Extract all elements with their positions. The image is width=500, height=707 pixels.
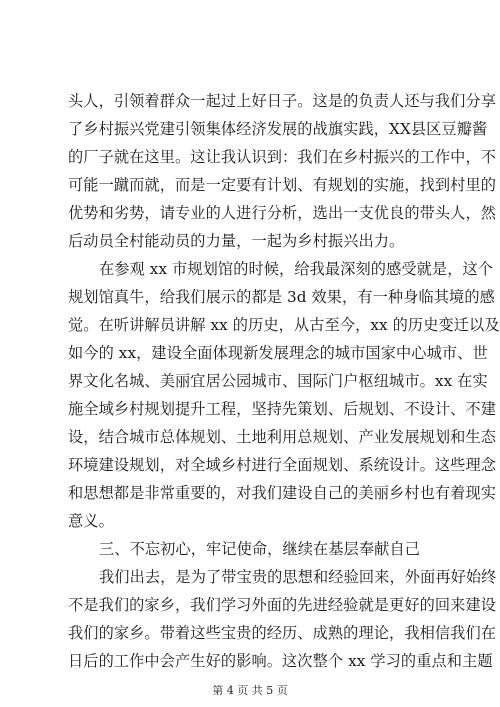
page-number-footer: 第 4 页 共 5 页: [212, 684, 288, 697]
text-line: 和思想都是非常重要的，对我们建设自己的美丽乡村也有着现实: [68, 484, 497, 502]
paragraph-first-line: 在参观 xx 市规划馆的时候，给我最深刻的感受就是，这个: [99, 260, 494, 278]
text-line: 头人，引领着群众一起过上好日子。这是的负责人还与我们分享: [68, 92, 497, 110]
text-line: 优势和劣势，请专业的人进行分析，选出一支优良的带头人，然: [68, 204, 497, 222]
text-line: 的厂子就在这里。这让我认识到：我们在乡村振兴的工作中，不: [68, 148, 497, 166]
text-line: 设，结合城市总体规划、土地利用总规划、产业发展规划和生态: [68, 428, 497, 446]
section-heading: 三、不忘初心，牢记使命，继续在基层奉献自己: [99, 540, 421, 558]
text-line: 环境建设规划，对全域乡村进行全面规划、系统设计。这些理念: [68, 456, 497, 474]
text-line: 我们的家乡。带着这些宝贵的经历、成熟的理论，我相信我们在: [68, 624, 497, 642]
text-line: 界文化名城、美丽宜居公园城市、国际门户枢纽城市。xx 在实: [68, 372, 488, 390]
text-line: 意义。: [68, 512, 114, 530]
text-line: 如今的 xx，建设全面体现新发展理念的城市国家中心城市、世: [68, 344, 488, 362]
text-line: 日后的工作中会产生好的影响。这次整个 xx 学习的重点和主题: [68, 652, 493, 670]
text-line: 觉。在听讲解员讲解 xx 的历史，从古至今，xx 的历史变迁以及: [68, 316, 500, 334]
paragraph-first-line: 我们出去，是为了带宝贵的思想和经验回来，外面再好始终: [99, 568, 497, 586]
body-text: [68, 87, 500, 675]
text-line: 后动员全村能动员的力量，一起为乡村振兴出力。: [68, 232, 405, 250]
text-line: 规划馆真牛，给我们展示的都是 3d 效果，有一种身临其境的感: [68, 288, 495, 306]
text-line: 了乡村振兴党建引领集体经济发展的战旗实践，XX县区豆瓣酱: [68, 120, 488, 138]
text-line: 可能一蹴而就，而是一定要有计划、有规划的实施，找到村里的: [68, 176, 497, 194]
text-line: 施全域乡村规划提升工程，坚持先策划、后规划、不设计、不建: [68, 400, 497, 418]
text-line: 不是我们的家乡，我们学习外面的先进经验就是更好的回来建设: [68, 596, 497, 614]
